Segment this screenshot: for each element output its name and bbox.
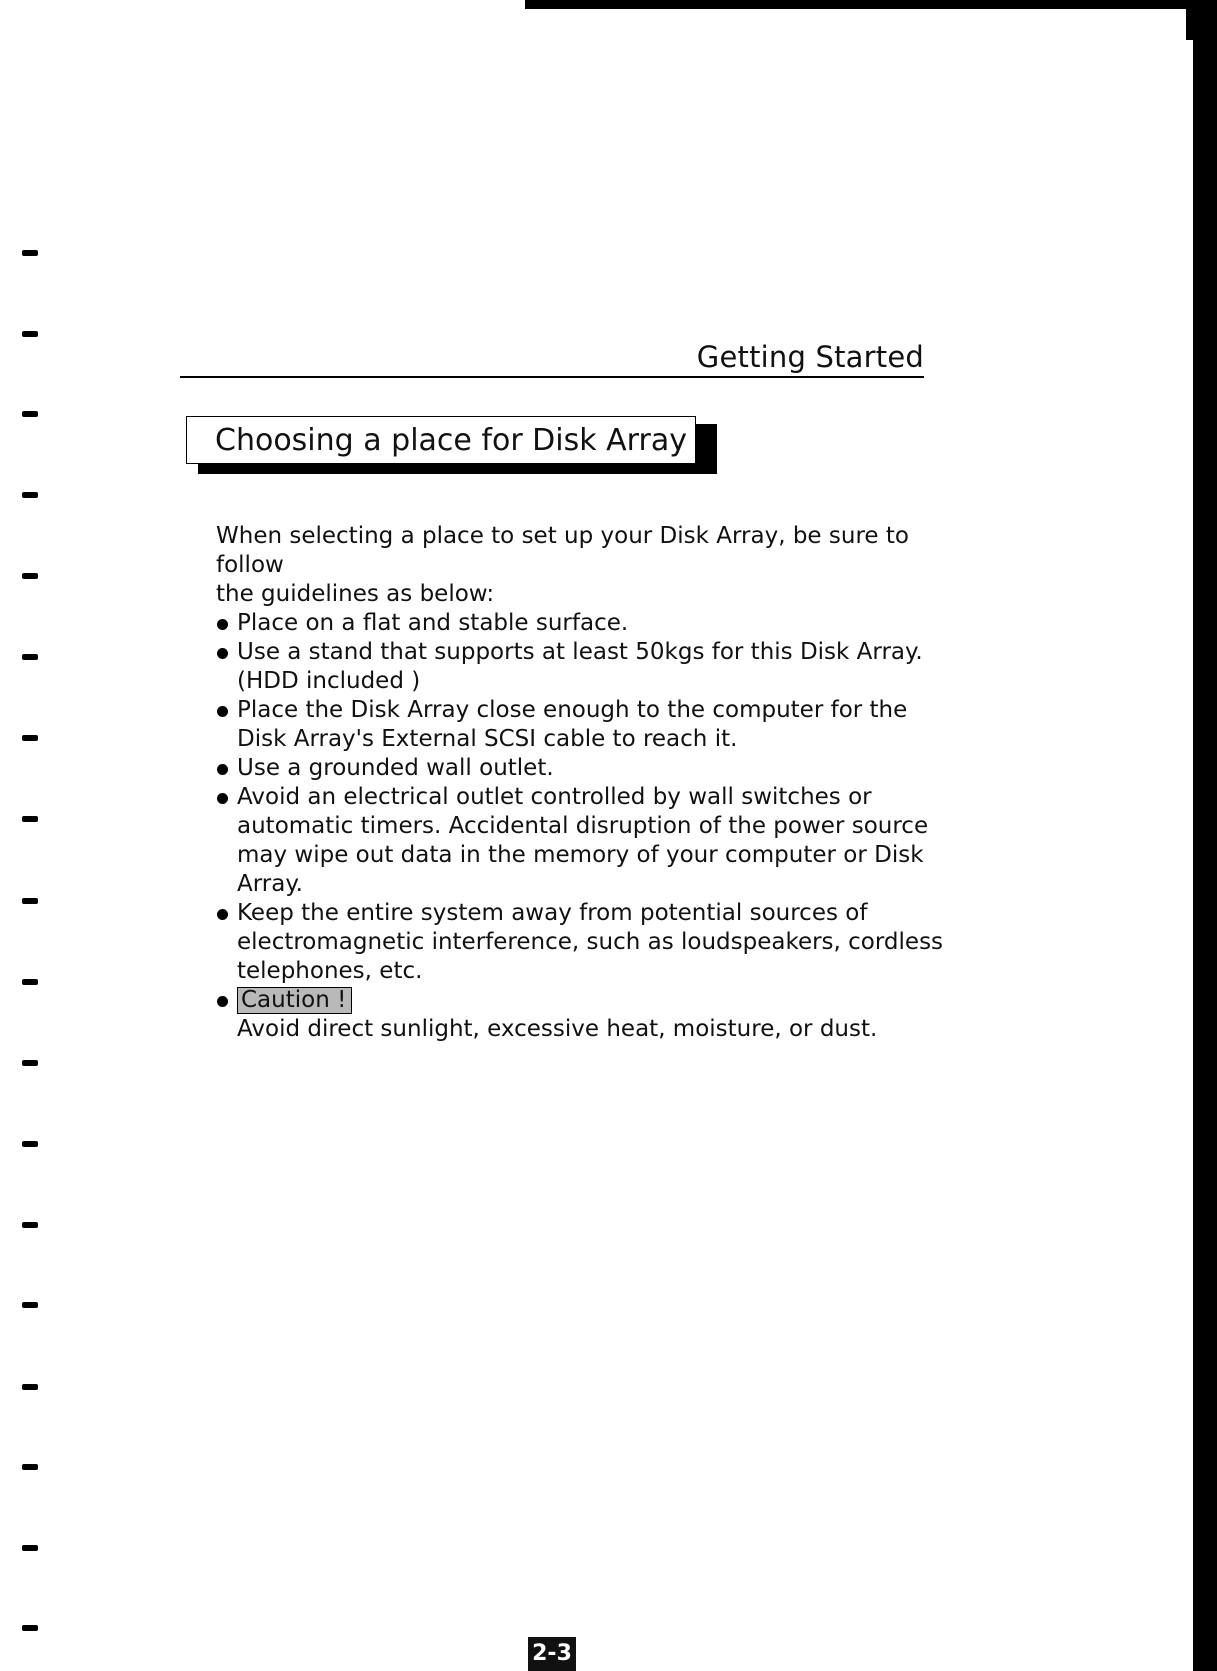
bullet-icon <box>217 706 228 717</box>
binder-hole-mark <box>22 1302 38 1308</box>
scan-right-edge <box>1193 0 1217 1671</box>
caution-text: Avoid direct sunlight, excessive heat, moisture, or dust. <box>237 1016 878 1042</box>
list-item-text: Keep the entire system away from potential sources of electromagnetic interference, such as loudspeakers, cordless telephones, etc. <box>237 900 944 984</box>
chapter-title-box <box>186 416 696 464</box>
binder-hole-mark <box>22 654 38 660</box>
bullet-icon <box>217 996 228 1007</box>
binder-hole-mark <box>22 250 38 256</box>
list-item <box>216 638 946 696</box>
chapter-title: Choosing a place for Disk Array <box>215 423 687 458</box>
bullet-icon <box>217 619 228 630</box>
binder-hole-mark <box>22 411 38 417</box>
list-item-text: Use a grounded wall outlet. <box>237 755 554 781</box>
binder-hole-mark <box>22 1545 38 1551</box>
binder-hole-mark <box>22 979 38 985</box>
section-title: Getting Started <box>696 340 924 374</box>
caution-label: Caution ! <box>237 987 352 1014</box>
binder-hole-mark <box>22 735 38 741</box>
section-header <box>180 338 924 378</box>
title-box-shadow <box>198 464 717 474</box>
binder-hole-mark <box>22 573 38 579</box>
binder-hole-mark <box>22 1625 38 1631</box>
bullet-icon <box>217 764 228 775</box>
list-item-text: Avoid an electrical outlet controlled by wall switches or automatic timers. Accidental disruption of the power source may wipe out data in the memory of your computer or Disk Array. <box>237 784 929 897</box>
bullet-icon <box>217 648 228 659</box>
bullet-icon <box>217 909 228 920</box>
intro-paragraph: When selecting a place to set up your Disk Array, be sure to follow the guidelines as below: <box>216 523 909 607</box>
binder-hole-mark <box>22 1464 38 1470</box>
list-item <box>216 754 946 783</box>
list-item <box>216 696 946 754</box>
binder-hole-mark <box>22 898 38 904</box>
binder-hole-mark <box>22 1384 38 1390</box>
binder-hole-mark <box>22 492 38 498</box>
list-item-text: Use a stand that supports at least 50kgs for this Disk Array. (HDD included ) <box>237 639 923 694</box>
page-number: 2-3 <box>528 1637 576 1671</box>
list-item <box>216 609 946 638</box>
list-item-text: Place the Disk Array close enough to the computer for the Disk Array's External SCSI cable to reach it. <box>237 697 908 752</box>
list-item <box>216 783 946 899</box>
caution-item <box>216 986 946 1044</box>
guideline-list <box>216 609 946 1044</box>
binder-hole-mark <box>22 1060 38 1066</box>
scan-right-edge-notch <box>1186 0 1196 40</box>
binder-hole-mark <box>22 816 38 822</box>
list-item-text: Place on a flat and stable surface. <box>237 610 629 636</box>
body-content <box>216 522 946 1044</box>
binder-hole-mark <box>22 331 38 337</box>
scan-top-edge <box>525 0 1217 9</box>
binder-hole-mark <box>22 1222 38 1228</box>
binder-hole-mark <box>22 1141 38 1147</box>
bullet-icon <box>217 793 228 804</box>
list-item <box>216 899 946 986</box>
